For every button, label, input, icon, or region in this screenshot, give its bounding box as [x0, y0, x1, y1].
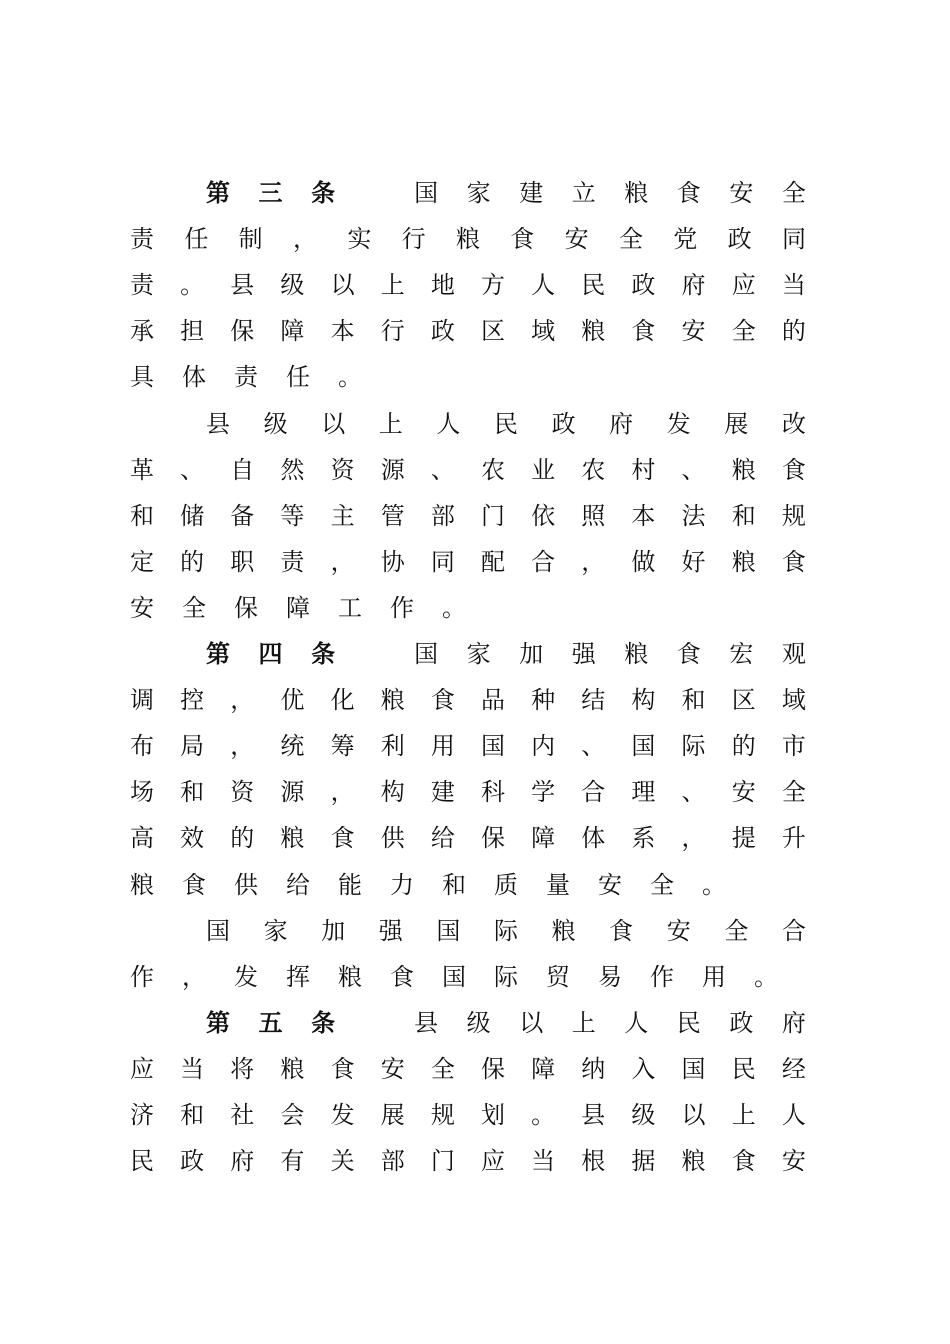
text-char: 政	[727, 225, 752, 254]
text-char: 做	[631, 547, 656, 576]
document-line	[129, 1046, 807, 1092]
text-char: 全	[731, 317, 756, 346]
text-char: 粮	[338, 962, 362, 991]
text-char: 责	[280, 547, 305, 576]
text-char: 同	[781, 225, 806, 254]
text-char: 安	[666, 916, 691, 945]
text-char: 同	[430, 547, 455, 576]
text-char: ，	[681, 824, 706, 853]
text-char: 安	[729, 179, 754, 207]
text-char: 作	[650, 962, 674, 991]
text-char: 政	[551, 409, 576, 438]
text-char: 源	[380, 455, 405, 484]
text-char: 调	[130, 686, 154, 715]
text-char: 域	[781, 686, 806, 715]
document-line	[129, 585, 807, 631]
document-line	[129, 723, 807, 769]
text-char: 强	[571, 640, 596, 668]
text-char: 展	[724, 409, 749, 438]
text-char: 划	[480, 1101, 505, 1129]
text-char: 食	[390, 962, 414, 991]
text-char: 村	[631, 455, 656, 484]
text-char: 合	[781, 916, 806, 945]
text-char: 关	[330, 1147, 355, 1176]
text-char: 粮	[455, 225, 480, 254]
text-char: ，	[292, 225, 317, 254]
article-heading-char: 第	[206, 1007, 230, 1037]
text-char: 府	[781, 1008, 806, 1037]
text-char: 县	[581, 1101, 606, 1129]
text-char: 级	[263, 409, 288, 438]
text-char: 构	[631, 686, 656, 715]
text-char: 家	[263, 916, 288, 945]
text-char: 应	[731, 271, 756, 300]
text-char: 安	[130, 593, 154, 622]
text-char: 粮	[731, 547, 756, 576]
text-char: 粮	[581, 317, 606, 346]
text-char: 。	[442, 593, 466, 622]
text-char: 体	[182, 363, 206, 392]
text-char: 粮	[681, 1147, 706, 1176]
text-char: 责	[234, 363, 258, 392]
text-char: 保	[230, 317, 255, 346]
text-char: 域	[531, 317, 556, 346]
text-char: 以	[681, 1101, 706, 1129]
text-char: 济	[130, 1101, 154, 1129]
text-char: 和	[731, 501, 756, 530]
text-char: 照	[581, 501, 606, 530]
text-char: 的	[731, 732, 756, 761]
text-char: 应	[130, 1054, 154, 1083]
text-char: 以	[519, 1008, 544, 1037]
text-char: 。	[531, 1101, 556, 1129]
text-char: 食	[676, 640, 701, 668]
text-char: 利	[380, 732, 405, 761]
document-line	[129, 769, 807, 815]
text-char: 。	[180, 271, 205, 300]
text-char: 宏	[729, 640, 754, 668]
text-char: 建	[430, 778, 455, 807]
text-char: 级	[466, 1008, 491, 1037]
text-char: 民	[676, 1008, 701, 1037]
text-char: 县	[414, 1008, 439, 1037]
document-line	[129, 815, 807, 861]
text-char: 安	[731, 778, 756, 807]
text-char: 民	[731, 1054, 756, 1083]
text-char: 依	[531, 501, 556, 530]
text-char: 作	[130, 962, 154, 991]
text-char: 发	[330, 1101, 355, 1129]
text-char: 安	[681, 317, 706, 346]
text-char: ，	[330, 547, 355, 576]
text-char: 理	[631, 778, 656, 807]
text-char: 结	[581, 686, 606, 715]
text-char: 。	[338, 363, 362, 392]
text-char: 规	[781, 501, 806, 530]
text-char: 粮	[731, 455, 756, 484]
text-char: 给	[430, 824, 455, 853]
text-char: 方	[480, 271, 505, 300]
text-char: 备	[230, 501, 255, 530]
text-char: 等	[280, 501, 305, 530]
text-char: 主	[330, 501, 355, 530]
text-char: 高	[130, 824, 154, 853]
text-char: 经	[781, 1054, 806, 1083]
text-char: 、	[681, 778, 706, 807]
text-char: 作	[390, 593, 414, 622]
text-char: 食	[430, 686, 455, 715]
text-char: 粮	[624, 179, 649, 207]
text-char: 制	[238, 225, 263, 254]
text-char: 党	[673, 225, 698, 254]
text-char: 用	[430, 732, 455, 761]
text-char: 保	[480, 1054, 505, 1083]
text-char: 安	[564, 225, 589, 254]
text-char: 种	[531, 686, 556, 715]
document-line	[129, 216, 807, 262]
text-char: 障	[531, 824, 556, 853]
text-char: 会	[280, 1101, 305, 1129]
text-char: ，	[581, 547, 606, 576]
text-char: 国	[442, 962, 466, 991]
text-char: 担	[180, 317, 205, 346]
text-char: 展	[380, 1101, 405, 1129]
text-char: 革	[130, 455, 154, 484]
text-char: 供	[234, 870, 258, 899]
text-char: 的	[230, 824, 255, 853]
text-char: 源	[280, 778, 305, 807]
document-line	[129, 954, 807, 1000]
text-char: 民	[493, 409, 518, 438]
text-char: 保	[480, 824, 505, 853]
text-char: 安	[598, 870, 622, 899]
text-char: 工	[338, 593, 362, 622]
document-line	[205, 401, 807, 447]
text-char: 发	[666, 409, 691, 438]
text-char: 量	[546, 870, 570, 899]
text-char: 级	[631, 1101, 656, 1129]
text-char: 民	[581, 271, 606, 300]
document-line	[129, 1138, 807, 1184]
text-char: 内	[531, 732, 556, 761]
text-char: 布	[130, 732, 154, 761]
text-char: 全	[724, 916, 749, 945]
text-char: 入	[631, 1054, 656, 1083]
article-heading-char: 条	[311, 639, 336, 668]
text-char: 资	[230, 778, 255, 807]
article-heading-char: 四	[258, 639, 283, 668]
text-char: 学	[531, 778, 556, 807]
text-char: 系	[631, 824, 656, 853]
text-char: 府	[609, 409, 634, 438]
text-char: 责	[130, 225, 154, 254]
text-char: 挥	[286, 962, 310, 991]
text-char: 力	[390, 870, 414, 899]
text-char: 控	[180, 686, 205, 715]
text-char: 食	[330, 824, 355, 853]
text-char: 国	[631, 732, 656, 761]
text-char: 合	[531, 547, 556, 576]
document-line	[129, 1092, 807, 1138]
text-char: 全	[650, 870, 674, 899]
text-char: 民	[130, 1147, 154, 1176]
text-char: 政	[180, 1147, 205, 1176]
text-char: 国	[436, 916, 461, 945]
text-char: 好	[681, 547, 706, 576]
text-char: 门	[480, 501, 505, 530]
text-char: 承	[130, 317, 154, 346]
text-char: 国	[414, 640, 439, 668]
text-char: 给	[286, 870, 310, 899]
text-char: 人	[436, 409, 461, 438]
text-char: 本	[330, 317, 355, 346]
text-char: 食	[676, 179, 701, 207]
text-char: 资	[330, 455, 355, 484]
text-char: 农	[581, 455, 606, 484]
text-char: 全	[182, 593, 206, 622]
text-char: 定	[130, 547, 154, 576]
text-char: 食	[731, 1147, 756, 1176]
text-char: 当	[180, 1054, 205, 1083]
text-char: 和	[130, 501, 154, 530]
text-char: 人	[531, 271, 556, 300]
text-char: 食	[781, 455, 806, 484]
text-char: 据	[631, 1147, 656, 1176]
text-char: 升	[781, 824, 806, 853]
text-char: 、	[681, 455, 706, 484]
text-char: 能	[338, 870, 362, 899]
text-char: 市	[781, 732, 806, 761]
text-char: 人	[781, 1101, 806, 1129]
text-char: 场	[130, 778, 154, 807]
document-line	[129, 308, 807, 354]
document-line	[205, 908, 807, 954]
document-line	[129, 677, 807, 723]
text-char: 和	[681, 686, 706, 715]
text-char: 政	[631, 271, 656, 300]
text-char: 自	[230, 455, 255, 484]
text-char: 际	[681, 732, 706, 761]
document-line	[129, 493, 807, 539]
text-char: 提	[731, 824, 756, 853]
text-char: 具	[130, 363, 154, 392]
text-char: 际	[493, 916, 518, 945]
text-char: 应	[480, 1147, 505, 1176]
text-char: 、	[180, 455, 205, 484]
text-char: 当	[781, 271, 806, 300]
text-char: 县	[206, 409, 230, 438]
text-char: 管	[380, 501, 405, 530]
text-char: ，	[230, 686, 255, 715]
document-line	[205, 1000, 807, 1046]
text-char: 加	[321, 916, 346, 945]
text-char: 根	[581, 1147, 606, 1176]
text-char: 际	[494, 962, 518, 991]
text-char: 、	[581, 732, 606, 761]
text-char: 科	[480, 778, 505, 807]
text-char: 粮	[551, 916, 576, 945]
text-char: 然	[280, 455, 305, 484]
text-char: 国	[206, 916, 230, 945]
text-char: 食	[182, 870, 206, 899]
text-char: 体	[581, 824, 606, 853]
text-char: 法	[681, 501, 706, 530]
text-char: 立	[571, 179, 596, 207]
text-char: 上	[731, 1101, 756, 1129]
text-char: 配	[480, 547, 505, 576]
text-char: 纳	[581, 1054, 606, 1083]
text-char: 人	[624, 1008, 649, 1037]
text-char: 级	[280, 271, 305, 300]
text-char: 实	[347, 225, 372, 254]
text-char: 食	[609, 916, 634, 945]
text-char: 观	[781, 640, 806, 668]
text-char: 国	[681, 1054, 706, 1083]
text-char: 职	[230, 547, 255, 576]
document-line	[129, 262, 807, 308]
text-char: 强	[378, 916, 403, 945]
text-char: 安	[781, 1147, 806, 1176]
text-char: 上	[571, 1008, 596, 1037]
text-char: 政	[430, 317, 455, 346]
text-char: 社	[230, 1101, 255, 1129]
text-char: 行	[401, 225, 426, 254]
text-char: 筹	[330, 732, 355, 761]
text-char: 安	[380, 1054, 405, 1083]
text-char: 贸	[546, 962, 570, 991]
text-char: 县	[230, 271, 255, 300]
text-char: 保	[234, 593, 258, 622]
article-heading-char: 条	[311, 1007, 336, 1037]
text-char: 障	[286, 593, 310, 622]
text-char: 家	[466, 179, 491, 207]
text-char: 食	[781, 547, 806, 576]
text-char: 当	[531, 1147, 556, 1176]
text-char: 全	[781, 179, 806, 207]
document-line	[205, 631, 807, 677]
text-char: 局	[180, 732, 205, 761]
text-char: 优	[280, 686, 305, 715]
text-char: 粮	[624, 640, 649, 668]
text-char: 粮	[280, 1054, 305, 1083]
text-char: 地	[430, 271, 455, 300]
text-char: 国	[414, 179, 439, 207]
text-char: 易	[598, 962, 622, 991]
text-char: 任	[286, 363, 310, 392]
text-char: 协	[380, 547, 405, 576]
text-char: 构	[380, 778, 405, 807]
text-char: 食	[330, 1054, 355, 1083]
text-char: 障	[531, 1054, 556, 1083]
text-char: 部	[380, 1147, 405, 1176]
text-char: 将	[230, 1054, 255, 1083]
text-char: 食	[631, 317, 656, 346]
article-heading-char: 条	[311, 178, 336, 207]
text-char: 合	[581, 778, 606, 807]
article-heading-char: 三	[258, 178, 283, 207]
text-char: 以	[321, 409, 346, 438]
text-char: 区	[731, 686, 756, 715]
text-char: 本	[631, 501, 656, 530]
text-char: 府	[681, 271, 706, 300]
text-char: 统	[280, 732, 305, 761]
text-char: ，	[182, 962, 206, 991]
text-char: 供	[380, 824, 405, 853]
text-char: 粮	[130, 870, 154, 899]
text-char: 品	[480, 686, 505, 715]
text-char: 府	[230, 1147, 255, 1176]
text-char: 建	[519, 179, 544, 207]
text-char: 上	[378, 409, 403, 438]
text-char: 业	[531, 455, 556, 484]
text-char: 以	[330, 271, 355, 300]
document-line	[129, 354, 807, 400]
text-char: 全	[618, 225, 643, 254]
text-char: 效	[180, 824, 205, 853]
text-char: 化	[330, 686, 355, 715]
text-char: 全	[781, 778, 806, 807]
text-char: 国	[480, 732, 505, 761]
text-char: 行	[380, 317, 405, 346]
text-char: 责	[130, 271, 154, 300]
text-char: 任	[184, 225, 209, 254]
text-char: 门	[430, 1147, 455, 1176]
document-line	[205, 170, 807, 216]
text-char: ，	[330, 778, 355, 807]
text-char: 质	[494, 870, 518, 899]
text-char: 粮	[380, 686, 405, 715]
document-line	[129, 862, 807, 908]
text-char: 部	[430, 501, 455, 530]
text-char: 改	[781, 409, 806, 438]
text-char: 家	[466, 640, 491, 668]
text-char: 农	[480, 455, 505, 484]
text-char: 发	[234, 962, 258, 991]
text-char: 。	[702, 870, 726, 899]
text-char: 、	[430, 455, 455, 484]
text-char: 有	[280, 1147, 305, 1176]
text-char: 和	[180, 1101, 205, 1129]
text-char: 规	[430, 1101, 455, 1129]
text-char: 储	[180, 501, 205, 530]
text-char: 食	[510, 225, 535, 254]
text-char: 。	[754, 962, 778, 991]
text-char: 用	[702, 962, 726, 991]
text-char: 的	[781, 317, 806, 346]
text-char: 障	[280, 317, 305, 346]
article-heading-char: 第	[206, 178, 230, 207]
text-char: 和	[180, 778, 205, 807]
text-char: 粮	[280, 824, 305, 853]
text-char: ，	[230, 732, 255, 761]
text-char: 加	[519, 640, 544, 668]
text-char: 和	[442, 870, 466, 899]
article-heading-char: 五	[258, 1007, 283, 1037]
text-char: 区	[480, 317, 505, 346]
text-char: 的	[180, 547, 205, 576]
document-line	[129, 539, 807, 585]
text-char: 上	[380, 271, 405, 300]
document-line	[129, 447, 807, 493]
article-heading-char: 第	[206, 639, 230, 668]
text-char: 全	[430, 1054, 455, 1083]
text-char: 政	[729, 1008, 754, 1037]
